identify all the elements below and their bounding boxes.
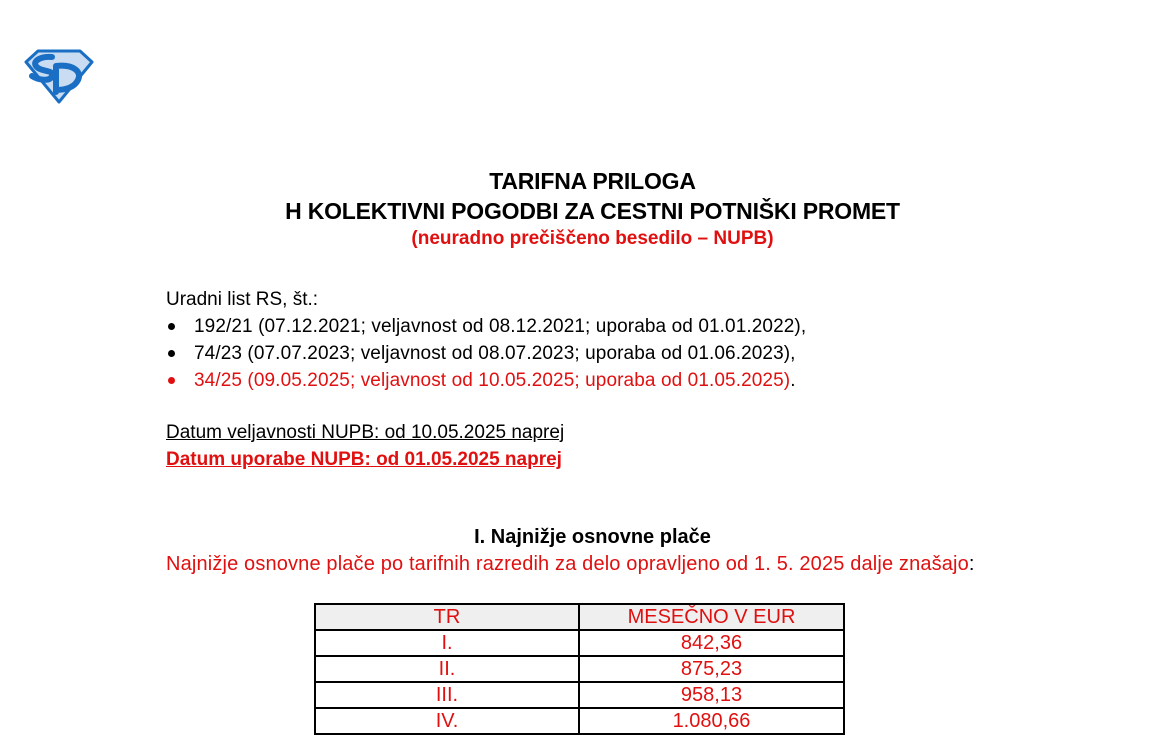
section-heading: I. Najnižje osnovne plače [474, 526, 711, 548]
gazette-list-item-highlighted [166, 367, 806, 394]
monthly-amount-cell: 1.080,66 [579, 708, 844, 734]
column-header-tariff-class: TR [315, 604, 579, 630]
validity-dates [166, 419, 564, 473]
gazette-list-item [166, 340, 806, 367]
gazette-item-text: 74/23 (07.07.2023; veljavnost od 08.07.2023; uporaba od 01.06.2023), [194, 343, 796, 364]
table-row [315, 630, 844, 656]
tariff-class-cell: IV. [315, 708, 579, 734]
validity-date: Datum veljavnosti NUPB: od 10.05.2025 naprej [166, 422, 565, 443]
section-paragraph-text: Najnižje osnovne plače po tarifnih razredih za delo opravljeno od 1. 5. 2025 dalje znašajo [166, 553, 969, 575]
table-row [315, 682, 844, 708]
bullet-icon [168, 323, 175, 330]
gazette-item-tail: . [790, 370, 796, 391]
tariff-class-cell: II. [315, 656, 579, 682]
table-row [315, 708, 844, 734]
official-gazette-list [166, 313, 806, 394]
gazette-list-item [166, 313, 806, 340]
tariff-class-cell: I. [315, 630, 579, 656]
document-subtitle: H KOLEKTIVNI POGODBI ZA CESTNI POTNIŠKI PROMET [285, 198, 900, 224]
section-paragraph [137, 551, 1037, 578]
minimum-wage-table [314, 603, 845, 735]
table-header-row [315, 604, 844, 630]
bullet-icon [168, 377, 175, 384]
monthly-amount-cell: 875,23 [579, 656, 844, 682]
section-paragraph-colon: : [968, 553, 975, 575]
sd-shield-logo-icon [22, 48, 96, 104]
official-gazette-label: Uradni list RS, št.: [166, 289, 319, 310]
gazette-item-text: 192/21 (07.12.2021; veljavnost od 08.12.2021; uporaba od 01.01.2022), [194, 316, 807, 337]
monthly-amount-cell: 842,36 [579, 630, 844, 656]
unofficial-text-note: (neuradno prečiščeno besedilo – NUPB) [411, 228, 774, 249]
tariff-class-cell: III. [315, 682, 579, 708]
document-title-block [0, 166, 1157, 252]
bullet-icon [168, 350, 175, 357]
monthly-amount-cell: 958,13 [579, 682, 844, 708]
official-gazette-section [166, 287, 806, 394]
application-date: Datum uporabe NUPB: od 01.05.2025 naprej [166, 449, 562, 470]
document-title: TARIFNA PRILOGA [489, 168, 696, 194]
table-row [315, 656, 844, 682]
gazette-item-text: 34/25 (09.05.2025; veljavnost od 10.05.2025; uporaba od 01.05.2025) [194, 370, 791, 391]
column-header-monthly-eur: MESEČNO V EUR [579, 604, 844, 630]
